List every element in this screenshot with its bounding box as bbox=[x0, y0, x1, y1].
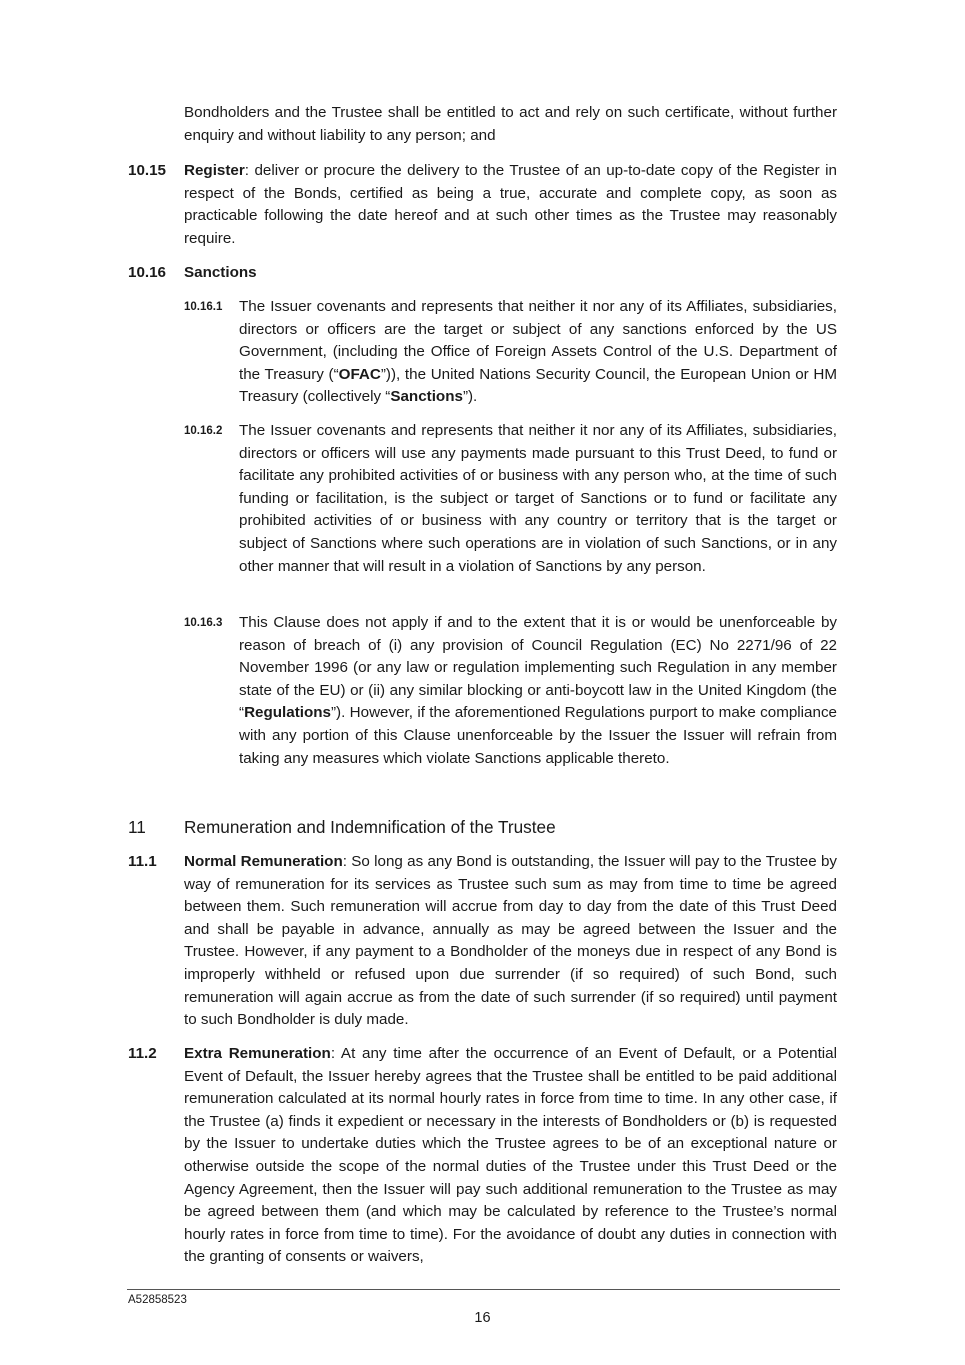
clause-11-2-paragraph bbox=[184, 1043, 837, 1269]
clause-11-1-paragraph bbox=[184, 851, 837, 1032]
clause-10-15-text: : deliver or procure the delivery to the Trustee of an up-to-date copy of the Register in respect of the Bonds, certified as being a true, accurate and complete copy, as soon as practicable following the date hereof and at such other times as the Trustee may reasonably require. bbox=[184, 162, 837, 247]
clause-10-16-1-text-b: ”)), the United Nations Security Council, the European Union or HM Treasury (collectively “ bbox=[239, 365, 837, 406]
clause-10-16-2-number: 10.16.2 bbox=[184, 425, 223, 437]
clause-10-15-number: 10.15 bbox=[128, 162, 167, 179]
clause-10-16-1-text-c: ”). bbox=[462, 388, 478, 406]
clause-10-16-2-paragraph: The Issuer covenants and represents that neither it nor any of its Affiliates, subsidiaries, directors or officers will use any payments made pursuant to this Trust Deed, to fund or facilitate any prohibited activities of or business with any person who, at the time of such funding or facilitation, is the subject or target of Sanctions or to fund or facilitate any prohibited activities of or business with any country or territory that is the target or subject of Sanctions where such operations are in violation of such Sanctions, or in any other manner that will result in a violation of Sanctions by any person. bbox=[239, 422, 837, 575]
clause-11-2-title: Extra Remuneration bbox=[184, 1045, 331, 1062]
clause-11-1-number: 11.1 bbox=[128, 853, 157, 870]
clause-10-15-paragraph bbox=[184, 160, 837, 250]
continuation-paragraph: Bondholders and the Trustee shall be entitled to act and rely on such certificate, without further enquiry and without liability to any person; and bbox=[184, 104, 837, 144]
footer-divider bbox=[127, 1289, 840, 1290]
clause-10-16-3-number: 10.16.3 bbox=[184, 617, 223, 629]
ofac-defined-term: OFAC bbox=[338, 365, 381, 383]
clause-10-16-number: 10.16 bbox=[128, 264, 167, 281]
clause-10-16-3-text-a: This Clause does not apply if and to the extent that it is or would be unenforceable by reason of breach of (i) any provision of Council Regulation (EC) No 2271/96 of 22 November 1996 (or any law or regulation implementing such Regulation in any member state of the EU) or (ii) any similar blocking or anti-boycott law in the United Kingdom (the “ bbox=[239, 614, 837, 722]
clause-10-16-3-paragraph bbox=[239, 612, 837, 770]
clause-10-16-3-text-b: ”). However, if the aforementioned Regulations purport to make compliance with any portion of this Clause unenforceable by the Issuer the Issuer will refrain from taking any measures which violate Sanctions applicable thereto. bbox=[239, 704, 837, 767]
clause-11-2-number: 11.2 bbox=[128, 1045, 157, 1062]
clause-11-1-title: Normal Remuneration bbox=[184, 853, 343, 870]
clause-11-1-text: : So long as any Bond is outstanding, the Issuer will pay to the Trustee by way of remuneration for its services as Trustee such sum as may from time to time be agreed between them. Such remuneration will accrue from day to day from the date of this Trust Deed and shall be payable in advance, annually as may be agreed between the Issuer and the Trustee. However, if any payment to a Bondholder of the moneys due in respect of any Bond is improperly withheld or refused upon due surrender (if so required) of such Bond, such remuneration will again accrue as from the date of such surrender (if so required) until payment to such Bondholder is duly made. bbox=[184, 853, 837, 1029]
regulations-defined-term: Regulations bbox=[244, 704, 331, 722]
clause-11-heading: Remuneration and Indemnification of the Trustee bbox=[184, 817, 556, 837]
document-reference: A52858523 bbox=[128, 1294, 187, 1306]
clause-10-16-1-paragraph bbox=[239, 296, 837, 409]
clause-10-16-title: Sanctions bbox=[184, 264, 257, 281]
clause-11-2-text: : At any time after the occurrence of an Event of Default, or a Potential Event of Default, the Issuer hereby agrees that the Trustee shall be entitled to be paid additional remuneration calculated at its normal hourly rates in force from time to time. In any other case, if the Trustee (a) finds it expedient or necessary in the interests of Bondholders or (b) is requested by the Issuer to undertake duties which the Trustee agrees to be of an exceptional nature or otherwise outside the scope of the normal duties of the Trustee under this Trust Deed or the Agency Agreement, then the Issuer will pay such additional remuneration to the Trustee as may be agreed between them (and which may be calculated by reference to the Trustee’s normal hourly rates in force from time to time). For the avoidance of doubt any duties in connection with the granting of consents or waivers, bbox=[184, 1045, 837, 1266]
page-number: 16 bbox=[474, 1310, 491, 1326]
sanctions-defined-term: Sanctions bbox=[390, 388, 463, 406]
clause-10-16-1-number: 10.16.1 bbox=[184, 301, 223, 313]
clause-10-15-title: Register bbox=[184, 162, 245, 179]
clause-10-16-1-text-a: The Issuer covenants and represents that neither it nor any of its Affiliates, subsidiaries, directors or officers are the target or subject of any sanctions enforced by the US Government, (including the Office of Foreign Assets Control of the U.S. Department of the Treasury (“ bbox=[239, 298, 837, 383]
clause-11-number: 11 bbox=[128, 817, 146, 837]
